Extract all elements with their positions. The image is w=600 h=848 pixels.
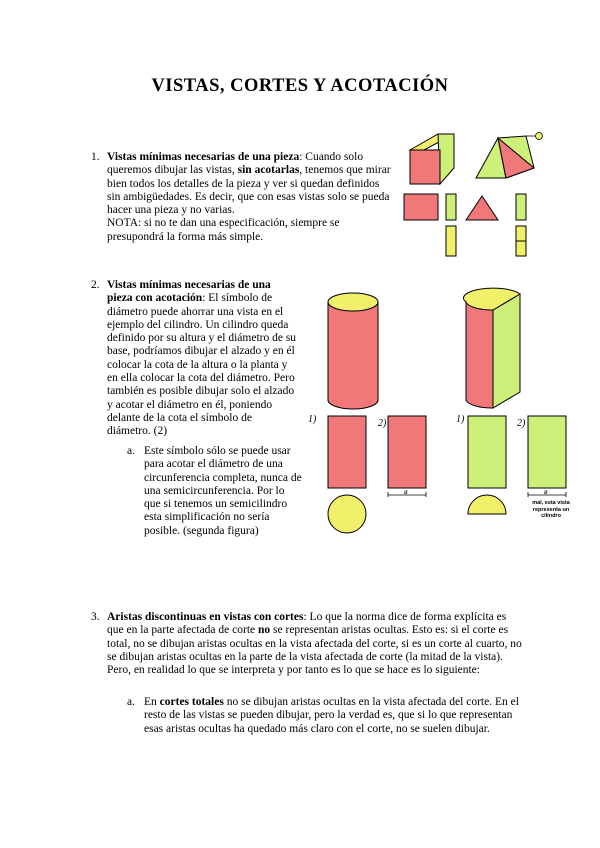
cylinder-body: [328, 302, 378, 409]
item-3-number: 3.: [91, 611, 100, 623]
semicylinder-curved-face: [466, 302, 493, 408]
figure-1-views: [398, 128, 548, 263]
cylinder-view-plan: [328, 495, 366, 533]
semicylinder-view-2: [528, 416, 566, 488]
item-1-note: NOTA: si no te dan una especificación, siempre se presupondrá la forma más simple.: [107, 217, 340, 243]
item-3-text: [107, 611, 525, 677]
cylinder-top: [328, 293, 378, 311]
item-3-sub-text: [144, 696, 524, 736]
item-3-sub-letter: a.: [127, 696, 135, 708]
item-3-text-a: : Lo que la norma dice de forma explícita es que en la parte afectada de corte: [107, 611, 507, 637]
dim-text-1: ø: [404, 490, 408, 496]
item-3-bold: no: [258, 624, 271, 637]
figure-2-caption: mal, esta vista representa un cilindro: [532, 500, 570, 519]
item-3-text-c: se representan aristas ocultas. Esto es: si el corte es total, no se dibujan aristas ocultas en la vista afectada del corte, si es un corte al cuarto, no se dibujan aristas ocultas en la parte de la vista afectada de corte (la mitad de la vista). Pero, en realidad lo que se interpreta y por tanto es lo que se hace es lo siguiente:: [107, 624, 522, 677]
arrow-mark-icon: [536, 133, 543, 140]
item-2-text: [107, 279, 297, 439]
prism-front-face: [410, 150, 440, 184]
item-1-number: 1.: [91, 151, 100, 163]
semicylinder-view-1: [468, 416, 506, 488]
item-3-sub-text-a: En: [144, 696, 160, 708]
item-1-text-c: , tenemos que mirar bien todos los detalles de la pieza y ver si quedan definidos sin ambigüedades. Es decir, que con esas vistas solo se pueda hacer una pieza y no varias.: [107, 164, 391, 217]
label-2-a: 2): [378, 418, 387, 429]
semicylinder-flat-face: [493, 294, 520, 408]
item-2-body: : El símbolo de diámetro puede ahorrar una vista en el ejemplo del cilindro. Un cilindro queda definido por su altura y el diámetro de su base, podríamos dibujar el alzado y en él colocar la cota de la altura o la planta y en ella colocar la cota del diámetro. Pero también es posible dibujar solo el alzado y acotar el diámetro en él, poniendo delante de la cota el símbolo de diámetro. (2): [107, 292, 297, 438]
item-3-sub-bold: cortes totales: [159, 696, 224, 708]
item-2-sub-text: Este símbolo sólo se puede usar para acotar el diámetro de una circunferencia completa, nunca de una semicircunferencia. Por lo que si tenemos un semicilindro esta simplificación no sería posible. (segunda figura): [144, 445, 302, 537]
item-2-number: 2.: [91, 279, 100, 291]
view-side: [446, 194, 456, 220]
item-3-sub-text-b: no se dibujan aristas ocultas en la vista afectada del corte. En el resto de las vistas se pueden dibujar, pero la verdad es, que si lo que representan esas aristas ocultas ha quedado más claro con el corte, no se suelen dibujar.: [144, 696, 519, 735]
view-front: [404, 194, 438, 220]
item-1-text-a: : Cuando solo queremos dibujar las vistas,: [107, 151, 364, 177]
item-1-text: [107, 151, 391, 244]
item-2-heading: Vistas mínimas necesarias de una pieza con acotación: [107, 279, 271, 305]
item-1-heading: Vistas mínimas necesarias de una pieza: [107, 151, 300, 163]
cylinder-view-1: [328, 416, 366, 488]
label-1-b: 1): [456, 414, 465, 425]
page-title: VISTAS, CORTES Y ACOTACIÓN: [151, 76, 449, 96]
dim-text-2: ø: [544, 490, 548, 496]
view-top-1: [446, 226, 456, 256]
view-side-2: [516, 194, 526, 220]
item-2-sub-letter: a.: [127, 445, 135, 457]
semicylinder-view-plan: [468, 495, 506, 514]
label-1-a: 1): [308, 414, 317, 425]
label-2-b: 2): [517, 418, 526, 429]
cylinder-view-2: [388, 416, 426, 488]
view-triangle: [466, 196, 498, 220]
item-1-bold: sin acotarlas: [237, 164, 300, 177]
item-3-heading: Aristas discontinuas en vistas con cortes: [107, 611, 304, 623]
